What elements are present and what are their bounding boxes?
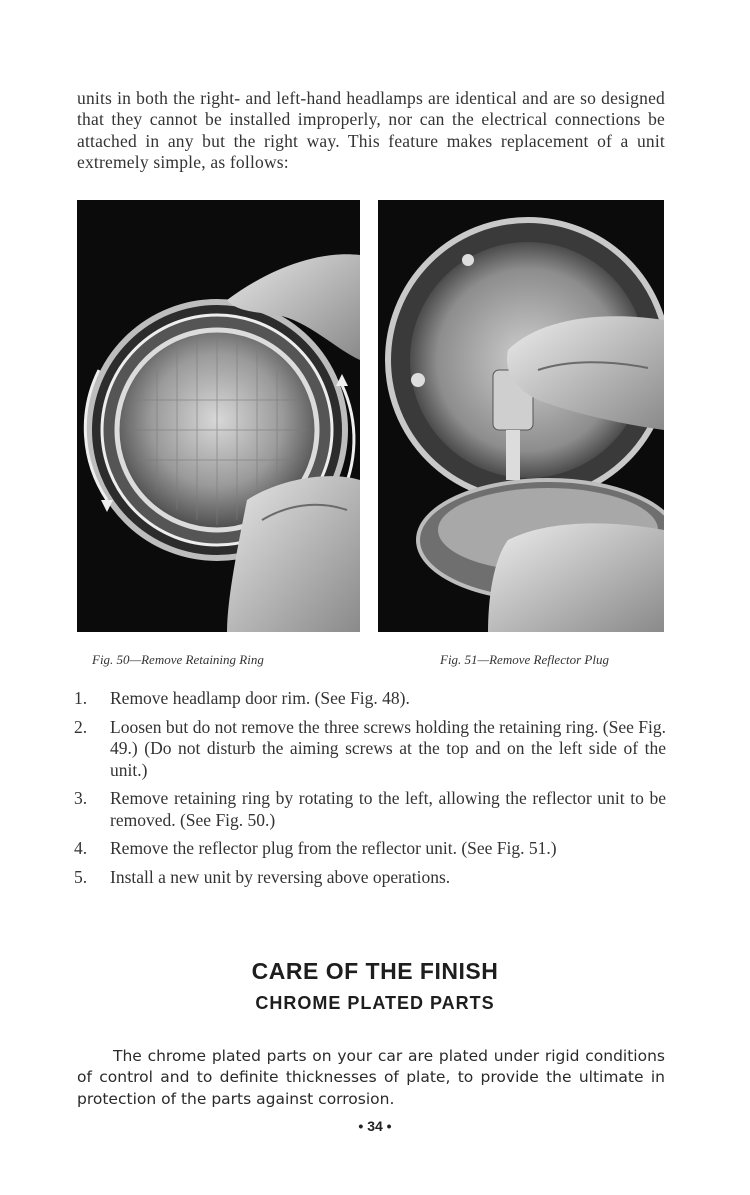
section-title: CARE OF THE FINISH bbox=[251, 958, 499, 984]
figure-51-caption: Fig. 51—Remove Reflector Plug bbox=[440, 652, 609, 667]
list-item bbox=[74, 867, 666, 889]
step-text: Remove headlamp door rim. (See Fig. 48). bbox=[110, 688, 410, 708]
step-number: 1. bbox=[74, 688, 88, 708]
step-text: Remove retaining ring by rotating to the left, allowing the reflector unit to be removed. (See Fig. 50.) bbox=[110, 788, 666, 830]
step-number: 2. bbox=[74, 716, 88, 737]
subsection-title: CHROME PLATED PARTS bbox=[255, 993, 495, 1013]
steps-list bbox=[74, 688, 666, 895]
page-number: • 34 • bbox=[358, 1118, 392, 1134]
figure-51-photo bbox=[378, 200, 664, 632]
step-text: Remove the reflector plug from the reflector unit. (See Fig. 51.) bbox=[110, 838, 557, 858]
body-paragraph: The chrome plated parts on your car are plated under rigid conditions of control and to definite thicknesses of plate, to provide the ultimate in protection of the parts against corrosion. bbox=[77, 1046, 665, 1108]
list-item bbox=[74, 688, 666, 710]
step-text: Install a new unit by reversing above operations. bbox=[110, 866, 451, 887]
step-number: 4. bbox=[74, 838, 88, 858]
step-number: 3. bbox=[74, 788, 88, 808]
figure-50-caption: Fig. 50—Remove Retaining Ring bbox=[92, 652, 264, 667]
list-item bbox=[74, 838, 666, 860]
list-item bbox=[74, 788, 666, 831]
step-number: 5. bbox=[74, 866, 88, 887]
list-item bbox=[74, 717, 666, 782]
step-text: Loosen but do not remove the three screws holding the retaining ring. (See Fig. 49.) (Do not disturb the aiming screws at the top and on the left side of the unit.) bbox=[110, 716, 666, 780]
figure-50-photo bbox=[77, 200, 360, 632]
intro-paragraph: units in both the right- and left-hand headlamps are identical and are so designed that they cannot be installed improperly, nor can the electrical connections be attached in any but the right way. This feature makes replacement of a unit extremely simple, as follows: bbox=[77, 87, 665, 172]
